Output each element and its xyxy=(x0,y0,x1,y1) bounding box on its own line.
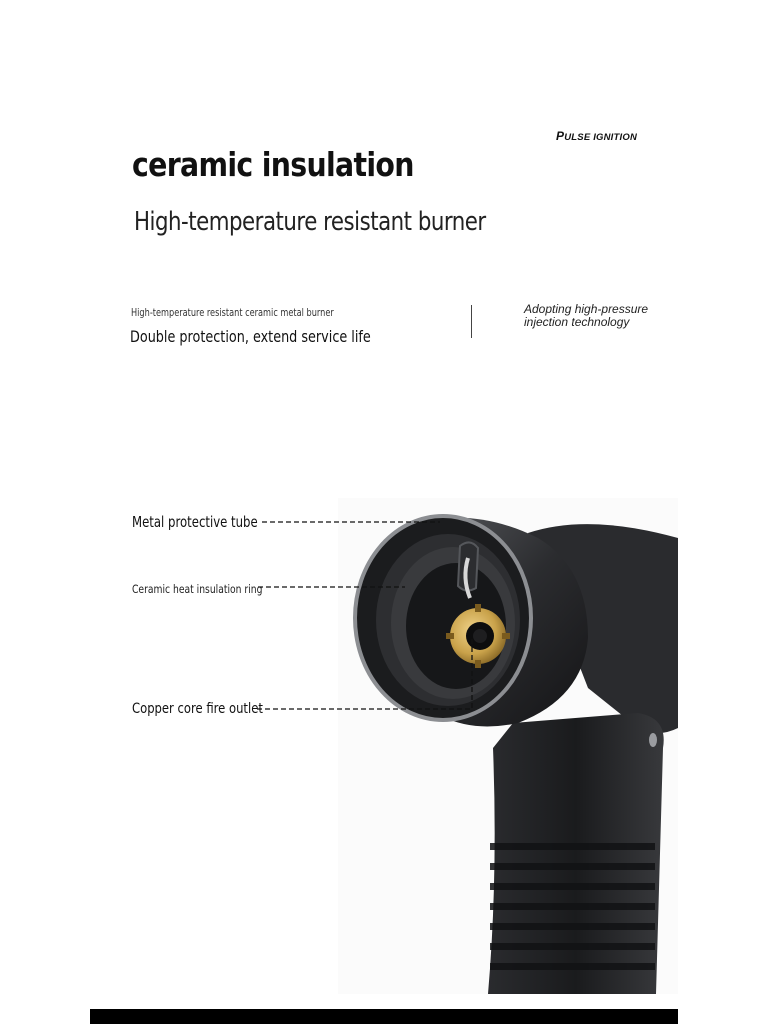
torch-lighter-nozzle-icon xyxy=(338,498,678,994)
callout-ceramic-ring: Ceramic heat insulation ring xyxy=(132,582,263,596)
burner-description: High-temperature resistant ceramic metal burner xyxy=(131,307,334,319)
page-title: ceramic insulation xyxy=(132,145,414,184)
injection-line-1: Adopting high-pressure xyxy=(524,302,649,316)
vertical-divider xyxy=(471,305,472,338)
bottom-black-bar xyxy=(90,1009,678,1024)
injection-line-2: injection technology xyxy=(524,315,630,329)
page-subtitle: High-temperature resistant burner xyxy=(134,207,486,237)
callout-copper-core: Copper core fire outlet xyxy=(132,701,263,717)
pulse-ignition-tagline xyxy=(556,129,637,143)
injection-description xyxy=(524,303,648,329)
tagline-initial: P xyxy=(556,129,565,143)
tagline-rest: ULSE IGNITION xyxy=(564,132,638,143)
callout-metal-protective-tube: Metal protective tube xyxy=(132,513,258,531)
protection-description: Double protection, extend service life xyxy=(130,327,371,346)
